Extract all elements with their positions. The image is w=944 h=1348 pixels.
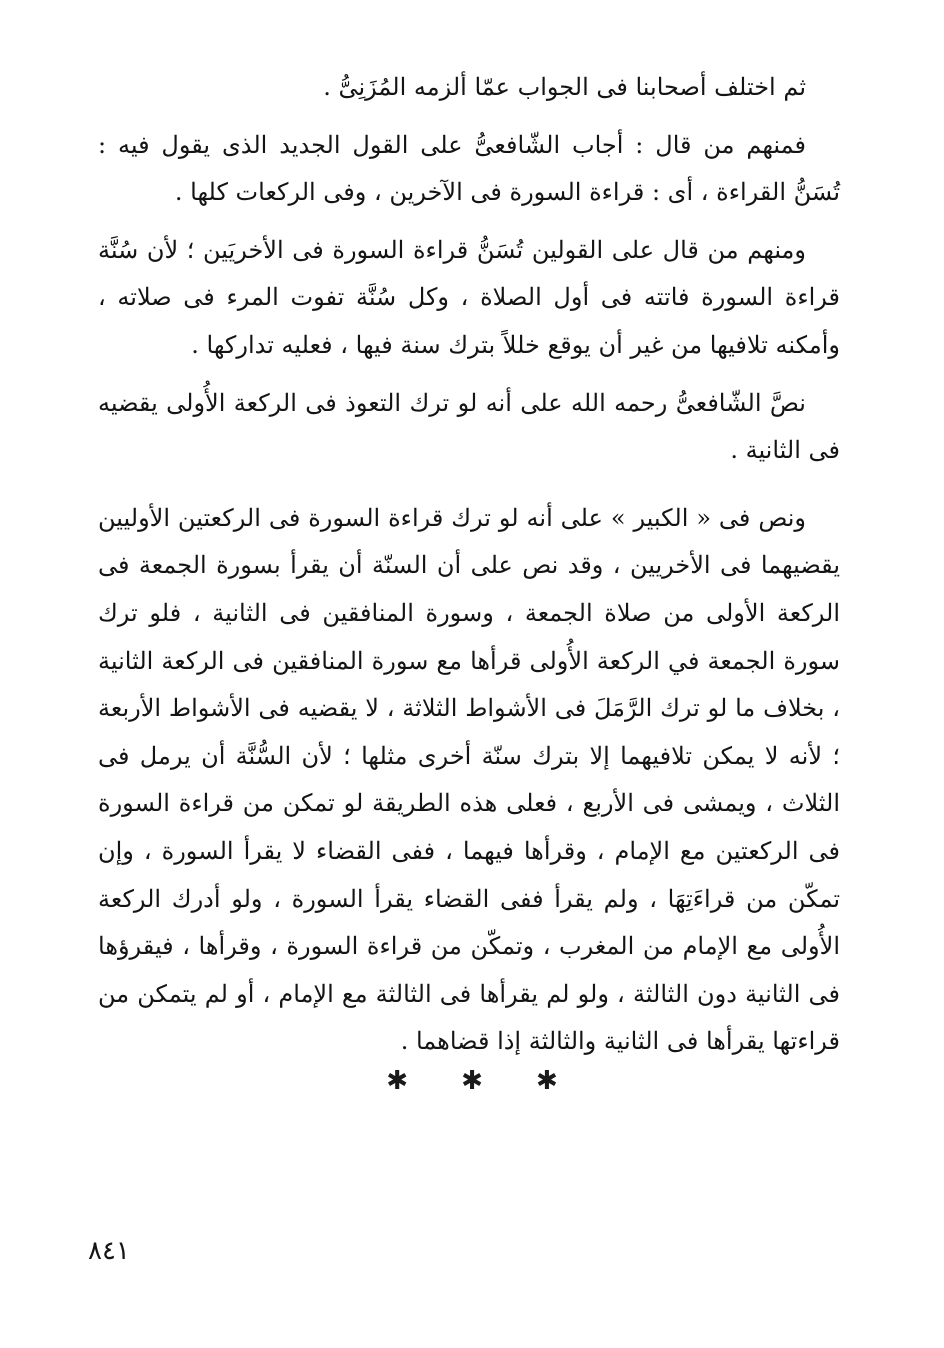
- page-number: ٨٤١: [88, 1236, 130, 1266]
- separator-star-icon: ✱: [535, 1066, 558, 1096]
- section-separator: [0, 1066, 944, 1096]
- separator-star-icon: ✱: [461, 1066, 483, 1096]
- paragraph-2: فمنهم من قال : أجاب الشّافعىُّ على القول الجديد الذى يقول فيه : تُسَنُّ القراءة ، أى : قراءة السورة فى الآخرين ، وفى الركعات كلها .: [98, 130, 840, 207]
- paragraph-1: ثم اختلف أصحابنا فى الجواب عمّا ألزمه المُزَنِىُّ .: [323, 73, 806, 101]
- page-body: [98, 64, 840, 1066]
- separator-star-icon: ✱: [386, 1066, 408, 1096]
- paragraph-5: ونص فى « الكبير » على أنه لو ترك قراءة السورة فى الركعتين الأوليين يقضيهما فى الأخريين ، وقد نص على أن السنّة أن يقرأ بسورة الجمعة فى الركعة الأولى من صلاة الجمعة ، وسورة المنافقين فى الثانية ، فلو ترك سورة الجمعة في الركعة الأُولى قرأها مع سورة المنافقين فى الركعة الثانية ، بخلاف ما لو ترك الرَّمَلَ فى الأشواط الثلاثة ، لا يقضيه فى الأشواط الأربعة ؛ لأنه لا يمكن تلافيهما إلا بترك سنّة أخرى مثلها ؛ لأن السُّنَّة أن يرمل فى الثلاث ، ويمشى فى الأربع ، فعلى هذه الطريقة لو تمكن من قراءة السورة فى الركعتين مع الإمام ، وقرأها فيهما ، ففى القضاء لا يقرأ السورة ، وإن تمكّن من قراءَتِهَا ، ولم يقرأ ففى القضاء يقرأ السورة ، ولو أدرك الركعة الأُولى مع الإمام من المغرب ، وتمكّن من قراءة السورة ، وقرأها ، فيقرؤها فى الثانية دون الثالثة ، ولو لم يقرأها فى الثالثة مع الإمام ، أو لم يتمكن من قراءتها يقرأها فى الثانية والثالثة إذا قضاهما .: [98, 503, 841, 1056]
- paragraph-3: ومنهم من قال على القولين تُسَنُّ قراءة السورة فى الأخريَين ؛ لأن سُنَّة قراءة السورة فاتته فى أول الصلاة ، وكل سُنَّة تفوت المرء فى صلاته ، وأمكنه تلافيها من غير أن يوقع خللاً بترك سنة فيها ، فعليه تداركها .: [98, 235, 840, 359]
- paragraph-4: نصَّ الشّافعىُّ رحمه الله على أنه لو ترك التعوذ فى الركعة الأُولى يقضيه فى الثانية .: [98, 388, 840, 465]
